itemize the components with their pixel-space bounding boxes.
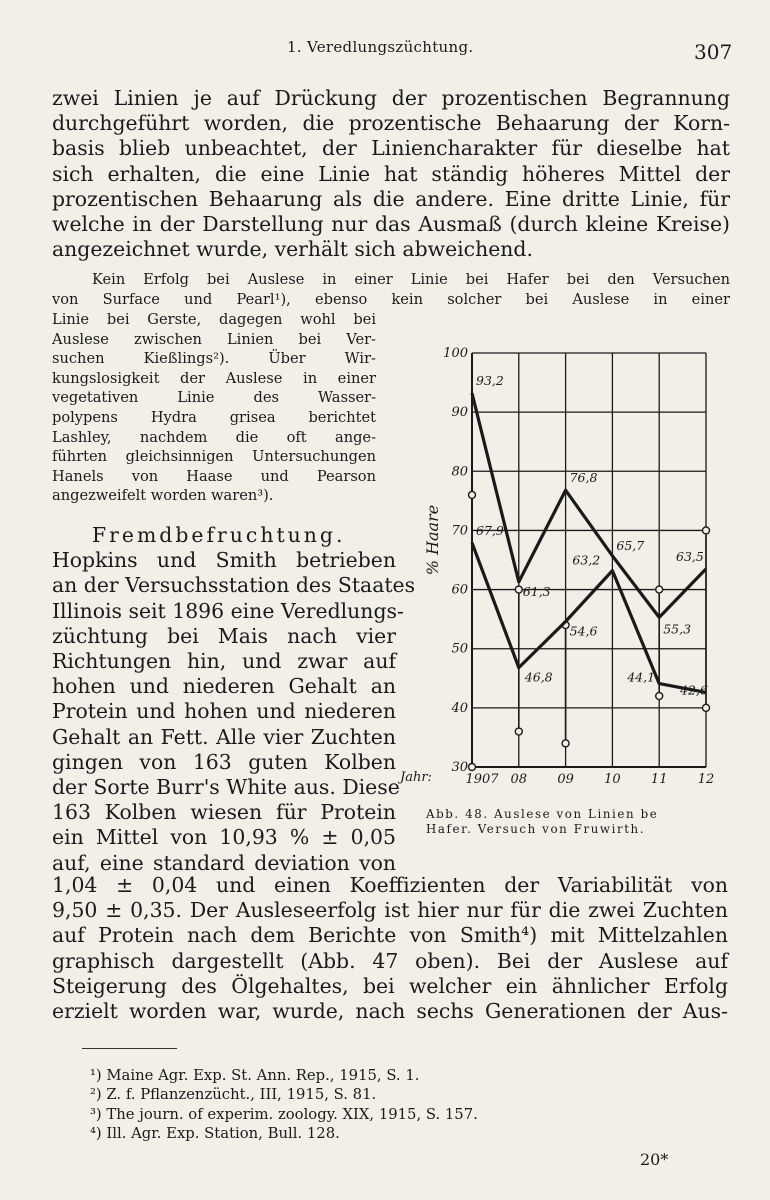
y-tick-label: 50	[451, 641, 468, 657]
caption-line: Hafer. Versuch von Fruwirth.	[426, 822, 646, 836]
range-marker-circle	[656, 693, 663, 700]
text-line: Steigerung des Ölgehaltes, bei welcher ein ähnlicher Erfolg	[52, 973, 728, 998]
data-label: 42,6	[680, 682, 708, 698]
range-marker-circle	[656, 586, 663, 593]
y-tick-label: 90	[451, 405, 468, 421]
y-tick-label: 70	[451, 523, 468, 539]
text-line: graphisch dargestellt (Abb. 47 oben). Bei der Auslese auf	[52, 948, 728, 973]
text-line: führten gleichsinnigen Untersuchungen	[52, 448, 376, 466]
data-label: 93,2	[476, 373, 504, 389]
text-line: der Sorte Burr's White aus. Diese	[52, 775, 400, 800]
text-line: züchtung bei Mais nach vier	[52, 623, 396, 648]
text-line: Hanels von Haase und Pearson	[52, 467, 376, 485]
series-line	[472, 393, 706, 617]
range-marker-circle	[703, 704, 710, 711]
caption-line: Abb. 48. Auslese von Linien be	[426, 807, 659, 821]
line-chart-figure	[398, 345, 728, 785]
text-line: Auslese zwischen Linien bei Ver-	[52, 330, 376, 348]
text-line: an der Versuchsstation des Staates	[52, 573, 416, 598]
text-line: Richtungen hin, und zwar auf	[52, 649, 396, 674]
text-line: 163 Kolben wiesen für Protein	[52, 800, 396, 825]
text-line: sich erhalten, die eine Linie hat ständig höheres Mittel der	[52, 161, 730, 186]
running-head: 1. Veredlungszüchtung.	[287, 38, 474, 56]
text-line: prozentischen Behaarung als die andere. Eine dritte Linie, für	[52, 186, 730, 211]
text-line: auf, eine standard deviation von	[52, 850, 396, 875]
x-tick-label: 10	[604, 772, 621, 785]
data-label: 44,1	[627, 669, 656, 685]
text-line: hohen und niederen Gehalt an	[52, 674, 396, 699]
range-marker-circle	[515, 586, 522, 593]
text-line: Protein und hohen und niederen	[52, 699, 396, 724]
x-axis-prefix: Jahr:	[400, 770, 432, 785]
data-label: 65,7	[616, 537, 645, 553]
section-heading: Fremdbefruchtung.	[92, 523, 346, 547]
paragraph-1	[52, 86, 730, 262]
data-label: 46,8	[524, 669, 553, 685]
data-label: 61,3	[522, 583, 551, 599]
text-line: welche in der Darstellung nur das Ausmaß (durch kleine Kreise)	[52, 212, 730, 237]
text-line: Illinois seit 1896 eine Veredlungs-	[52, 598, 404, 623]
y-tick-label: 100	[443, 346, 468, 361]
text-line: vegetativen Linie des Wasser-	[52, 389, 376, 407]
chart-series-lines	[472, 393, 706, 692]
x-tick-label: 08	[510, 772, 528, 785]
text-line: zwei Linien je auf Drückung der prozentischen Begrannung	[52, 86, 730, 110]
text-line: polypens Hydra grisea berichtet	[52, 408, 376, 426]
data-label: 63,2	[572, 552, 601, 568]
footnote: ²) Z. f. Pflanzenzücht., III, 1915, S. 81.	[90, 1086, 377, 1104]
text-line: Gehalt an Fett. Alle vier Zuchten	[52, 724, 396, 749]
footnote: ¹) Maine Agr. Exp. St. Ann. Rep., 1915, S. 1.	[90, 1067, 420, 1084]
text-line: basis blieb unbeachtet, der Liniencharakter für dieselbe hat	[52, 136, 730, 161]
range-marker-circle	[469, 491, 476, 498]
range-marker-circle	[703, 527, 710, 534]
figure-caption	[426, 807, 726, 837]
y-tick-label: 40	[451, 700, 468, 716]
y-tick-label: 30	[451, 760, 468, 775]
footnote: ³) The journ. of experim. zoology. XIX, 1915, S. 157.	[90, 1105, 478, 1123]
x-tick-label: 11	[650, 772, 668, 785]
y-tick-label: 60	[451, 582, 468, 598]
text-line: 1,04 ± 0,04 und einen Koeffizienten der Variabilität von	[52, 873, 728, 897]
x-tick-label: 1907	[465, 772, 499, 785]
range-marker-circle	[515, 728, 522, 735]
text-line: von Surface und Pearl¹), ebenso kein solcher bei Auslese in einer	[52, 290, 730, 308]
small-paragraph-top	[52, 270, 730, 309]
text-line: auf Protein nach dem Berichte von Smith⁴) mit Mittelzahlen	[52, 923, 728, 948]
text-line: angezeichnet wurde, verhält sich abweichend.	[52, 237, 533, 262]
text-line: gingen von 163 guten Kolben	[52, 749, 396, 774]
small-paragraph-left	[52, 310, 376, 506]
text-line: erzielt worden war, wurde, nach sechs Generationen der Aus-	[52, 999, 728, 1024]
text-line: 9,50 ± 0,35. Der Ausleseerfolg ist hier nur für die zwei Zuchten	[52, 898, 728, 923]
text-line: Kein Erfolg bei Auslese in einer Linie bei Hafer bei den Versuchen	[92, 271, 730, 288]
page-number: 307	[694, 40, 733, 64]
signature-mark: 20*	[640, 1150, 669, 1169]
paragraph-bottom	[52, 873, 728, 1024]
text-line: kungslosigkeit der Auslese in einer	[52, 369, 376, 387]
data-label: 67,9	[476, 522, 504, 538]
x-tick-label: 09	[557, 772, 574, 785]
text-line: ein Mittel von 10,93 % ± 0,05	[52, 825, 396, 850]
data-label: 76,8	[569, 470, 598, 486]
footnotes	[90, 1066, 478, 1144]
data-label: 54,6	[569, 623, 598, 639]
text-line: suchen Kießlings²). Über Wir-	[52, 350, 376, 368]
text-line: Linie bei Gerste, dagegen wohl bei	[52, 311, 376, 328]
y-tick-label: 80	[451, 464, 468, 480]
data-label: 63,5	[676, 548, 704, 564]
footnote: ⁴) Ill. Agr. Exp. Station, Bull. 128.	[90, 1125, 340, 1143]
y-axis-label: % Haare	[423, 504, 442, 576]
footnote-rule	[82, 1048, 177, 1049]
x-tick-label: 12	[697, 772, 715, 785]
text-line: durchgeführt worden, die prozentische Behaarung der Korn-	[52, 111, 730, 136]
range-marker-circle	[562, 740, 569, 747]
data-label: 55,3	[663, 621, 692, 637]
text-line: Hopkins und Smith betrieben	[52, 548, 396, 573]
text-line: Lashley, nachdem die oft ange-	[52, 428, 376, 446]
range-marker-circle	[469, 764, 476, 771]
text-line: angezweifelt worden waren³).	[52, 487, 274, 505]
